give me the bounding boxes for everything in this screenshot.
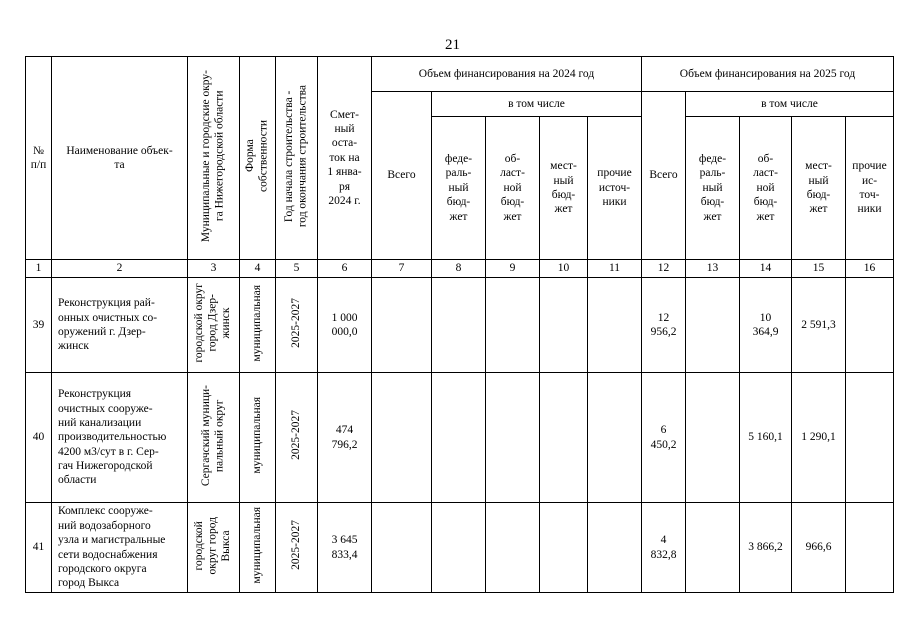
local-2024 — [540, 373, 588, 503]
header-remaining: Смет- ный оста- ток на 1 янва- ря 2024 г. — [318, 57, 372, 260]
local-2024 — [540, 278, 588, 373]
header-local-2025: мест- ный бюд- жет — [792, 117, 846, 260]
header-municipality: Муниципальные и городские окру- га Нижегородской области — [188, 57, 240, 260]
object-name: Реконструкция рай- онных очистных со- оружений г. Дзер- жинск — [52, 278, 188, 373]
regional-2024 — [486, 503, 540, 593]
local-2025: 1 290,1 — [792, 373, 846, 503]
construction-years: 2025-2027 — [276, 503, 318, 593]
local-2024 — [540, 503, 588, 593]
header-total-2025: Всего — [642, 92, 686, 260]
other-2025 — [846, 278, 894, 373]
header-name: Наименование объек- та — [52, 57, 188, 260]
col-number: 4 — [240, 260, 276, 278]
header-fin-2024: Объем финансирования на 2024 год — [372, 57, 642, 92]
construction-years: 2025-2027 — [276, 278, 318, 373]
header-regional-2024: об- ласт- ной бюд- жет — [486, 117, 540, 260]
other-2025 — [846, 373, 894, 503]
column-numbers-row — [26, 260, 894, 278]
col-number: 1 — [26, 260, 52, 278]
object-name: Реконструкция очистных сооруже- ний канализации производительностью 4200 м3/сут в г. Сер- гач Нижегородской области — [52, 373, 188, 503]
local-2025: 966,6 — [792, 503, 846, 593]
header-ownership: Форма собственности — [240, 57, 276, 260]
header-num: № п/п — [26, 57, 52, 260]
header-row-1 — [26, 57, 894, 92]
header-in-that-2025: в том числе — [686, 92, 894, 117]
row-number: 40 — [26, 373, 52, 503]
col-number: 16 — [846, 260, 894, 278]
page-number: 21 — [445, 37, 460, 53]
col-number: 7 — [372, 260, 432, 278]
total-2025: 4 832,8 — [642, 503, 686, 593]
col-number: 8 — [432, 260, 486, 278]
row-number: 41 — [26, 503, 52, 593]
col-number: 12 — [642, 260, 686, 278]
row-number: 39 — [26, 278, 52, 373]
remaining-estimate: 474 796,2 — [318, 373, 372, 503]
regional-2025: 3 866,2 — [740, 503, 792, 593]
other-2024 — [588, 373, 642, 503]
other-2024 — [588, 278, 642, 373]
col-number: 2 — [52, 260, 188, 278]
construction-objects-table — [25, 56, 894, 593]
col-number: 5 — [276, 260, 318, 278]
table-row — [26, 373, 894, 503]
federal-2025 — [686, 373, 740, 503]
other-2025 — [846, 503, 894, 593]
header-fin-2025: Объем финансирования на 2025 год — [642, 57, 894, 92]
municipality: Сергачский муници- пальный округ — [188, 373, 240, 503]
construction-years: 2025-2027 — [276, 373, 318, 503]
federal-2024 — [432, 503, 486, 593]
col-number: 10 — [540, 260, 588, 278]
regional-2025: 10 364,9 — [740, 278, 792, 373]
header-federal-2025: феде- раль- ный бюд- жет — [686, 117, 740, 260]
federal-2025 — [686, 278, 740, 373]
total-2024 — [372, 373, 432, 503]
header-regional-2025: об- ласт- ной бюд- жет — [740, 117, 792, 260]
col-number: 15 — [792, 260, 846, 278]
header-total-2024: Всего — [372, 92, 432, 260]
header-federal-2024: феде- раль- ный бюд- жет — [432, 117, 486, 260]
regional-2025: 5 160,1 — [740, 373, 792, 503]
municipality: городской округ город Дзер- жинск — [188, 278, 240, 373]
municipality: городской округ город Выкса — [188, 503, 240, 593]
header-in-that-2024: в том числе — [432, 92, 642, 117]
col-number: 14 — [740, 260, 792, 278]
total-2025: 12 956,2 — [642, 278, 686, 373]
col-number: 6 — [318, 260, 372, 278]
col-number: 9 — [486, 260, 540, 278]
local-2025: 2 591,3 — [792, 278, 846, 373]
other-2024 — [588, 503, 642, 593]
ownership: муниципальная — [240, 503, 276, 593]
table-row — [26, 278, 894, 373]
federal-2024 — [432, 373, 486, 503]
header-years: Год начала строительства - год окончания строительства — [276, 57, 318, 260]
total-2024 — [372, 278, 432, 373]
header-other-2024: прочие источ- ники — [588, 117, 642, 260]
remaining-estimate: 3 645 833,4 — [318, 503, 372, 593]
total-2024 — [372, 503, 432, 593]
object-name: Комплекс сооруже- ний водозаборного узла и магистральные сети водоснабжения городского округа город Выкса — [52, 503, 188, 593]
col-number: 11 — [588, 260, 642, 278]
total-2025: 6 450,2 — [642, 373, 686, 503]
header-local-2024: мест- ный бюд- жет — [540, 117, 588, 260]
col-number: 13 — [686, 260, 740, 278]
federal-2025 — [686, 503, 740, 593]
ownership: муниципальная — [240, 278, 276, 373]
regional-2024 — [486, 373, 540, 503]
col-number: 3 — [188, 260, 240, 278]
remaining-estimate: 1 000 000,0 — [318, 278, 372, 373]
federal-2024 — [432, 278, 486, 373]
regional-2024 — [486, 278, 540, 373]
table-row — [26, 503, 894, 593]
header-other-2025: прочие ис- точ- ники — [846, 117, 894, 260]
ownership: муниципальная — [240, 373, 276, 503]
